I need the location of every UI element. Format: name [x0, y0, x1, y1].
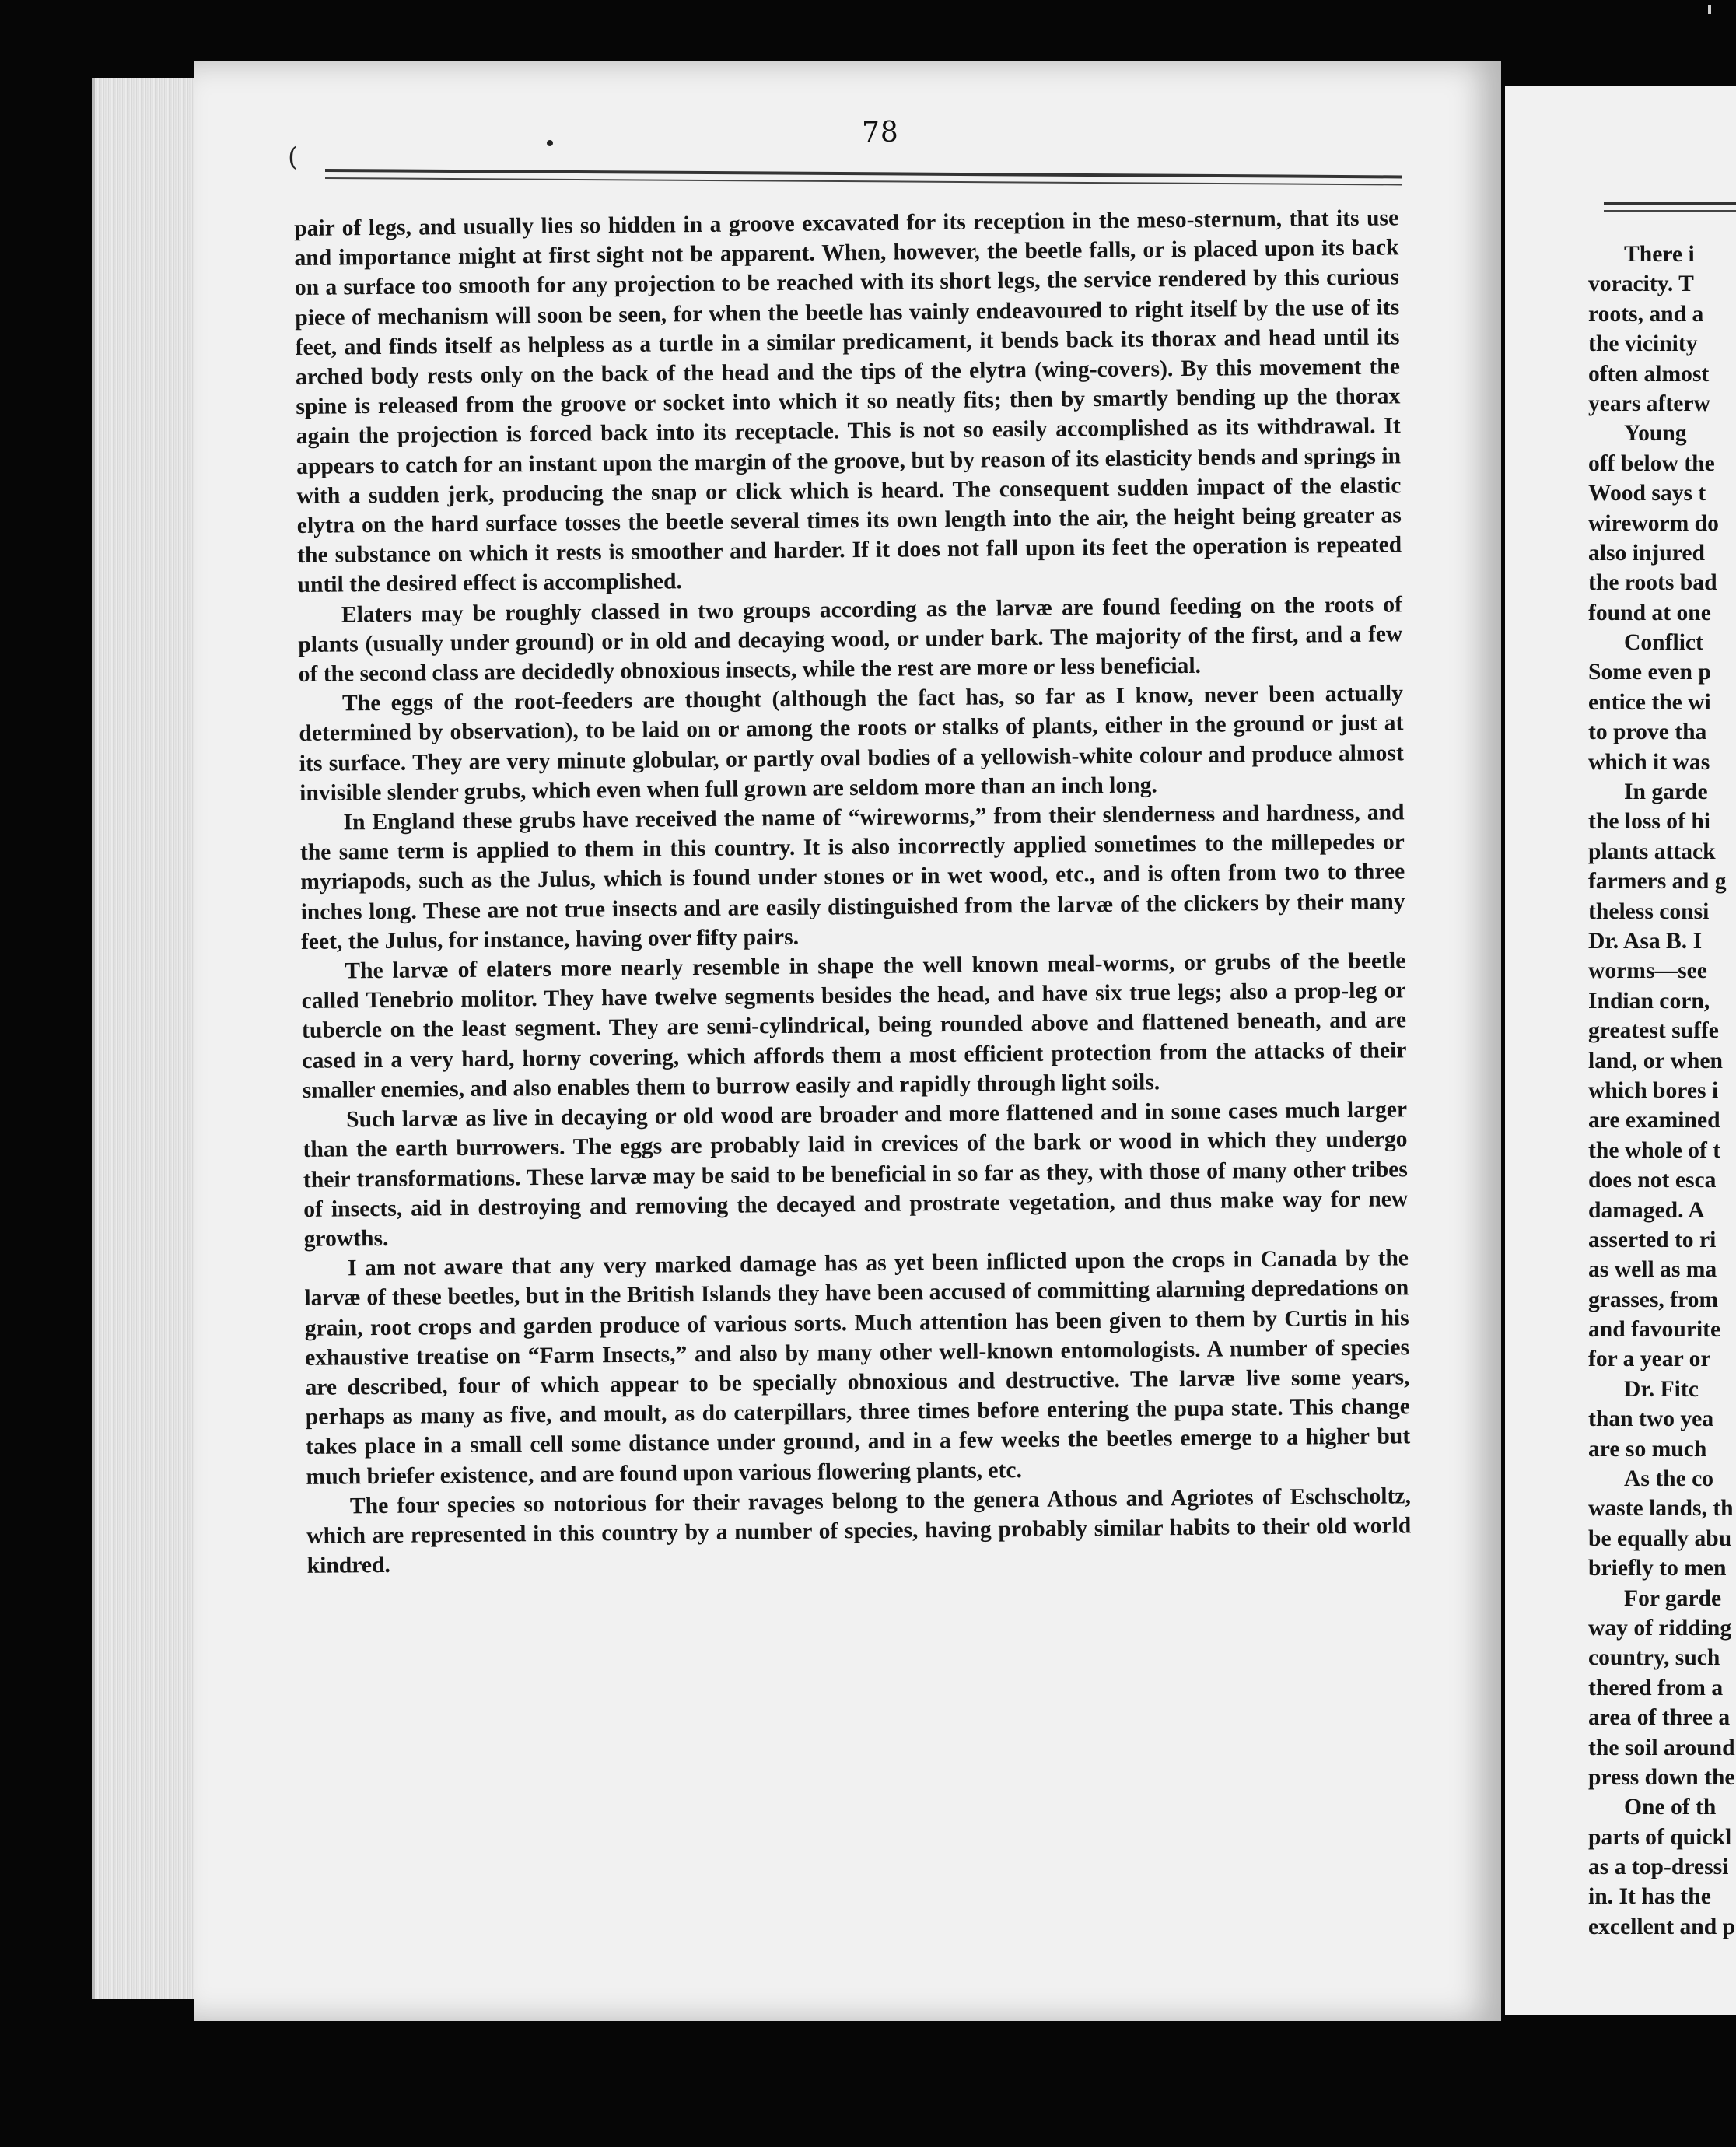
right-header-rule-thin	[1604, 210, 1736, 212]
right-page-line: worms—see	[1588, 958, 1707, 984]
right-page-line: also injured	[1588, 540, 1705, 566]
right-page-line: thered from a	[1588, 1675, 1724, 1700]
right-page-line: One of th	[1624, 1795, 1717, 1820]
right-page-line: the whole of t	[1588, 1137, 1721, 1163]
right-page-line: does not esca	[1588, 1168, 1717, 1193]
right-page-line: the loss of hi	[1588, 809, 1711, 835]
page-number: 78	[862, 117, 899, 149]
right-page-text	[1588, 240, 1736, 1942]
right-page-line: damaged. A	[1588, 1197, 1705, 1223]
right-page-line: the vicinity	[1588, 331, 1698, 357]
right-page-line: are so much	[1588, 1436, 1707, 1462]
paragraph-8: The four species so notorious for their ravages belong to the genera Athous and Agriotes of Eschscholtz, which are represented in this country by a number of species, having probably similar habits to their old world kindred.	[306, 1483, 1412, 1579]
right-page-line: Dr. Fitc	[1624, 1376, 1699, 1402]
right-page-line: excellent and p	[1588, 1914, 1736, 1939]
right-page-line: off below the	[1588, 450, 1715, 476]
right-page-line: plants attack	[1588, 839, 1716, 864]
right-page-line: Wood says t	[1588, 481, 1706, 506]
right-page-line: roots, and a	[1588, 301, 1704, 327]
right-page-line: years afterw	[1588, 391, 1710, 416]
paragraph-4: In England these grubs have received the name of “wireworms,” from their slenderness and hardness, and the same term is applied to them in this country. It is also incorrectly applied sometimes to the millepedes or myriapods, such as the Julus, which is found under stones or in wet wood, etc., and is often from two to three inches long. These are not true insects and are easily distinguished from the larvæ of the clickers by their many feet, the Julus, for instance, having over fifty pairs.	[299, 800, 1405, 954]
right-page-line: the soil around	[1588, 1735, 1735, 1760]
right-page-line: Conflict	[1624, 630, 1703, 656]
right-page-line: be equally abu	[1588, 1525, 1732, 1551]
right-page-line: country, such	[1588, 1645, 1720, 1671]
right-page-line: There i	[1624, 242, 1695, 267]
right-page-line: Indian corn,	[1588, 988, 1710, 1014]
right-page-line: parts of quickl	[1588, 1824, 1732, 1850]
right-page-line: as well as ma	[1588, 1257, 1717, 1283]
right-page-line: which bores i	[1588, 1077, 1719, 1103]
right-page-line: and favourite	[1588, 1317, 1721, 1343]
right-page-line: the roots bad	[1588, 570, 1717, 596]
margin-mark: (	[288, 142, 299, 173]
right-page-line: entice the wi	[1588, 689, 1711, 715]
right-page-line: briefly to men	[1588, 1556, 1727, 1581]
right-page-line: than two yea	[1588, 1406, 1714, 1432]
right-page-line: farmers and g	[1588, 869, 1727, 895]
right-page-line: In garde	[1624, 779, 1708, 805]
right-page-line: are examined	[1588, 1108, 1720, 1133]
right-page-line: way of ridding	[1588, 1615, 1732, 1641]
right-page-line: For garde	[1624, 1585, 1722, 1611]
right-page-line: as a top-dressi	[1588, 1855, 1729, 1880]
right-page-line: for a year or	[1588, 1347, 1711, 1372]
right-page-line: asserted to ri	[1588, 1227, 1717, 1252]
right-page-line: As the co	[1624, 1466, 1714, 1492]
right-page-line: grasses, from	[1588, 1287, 1719, 1312]
right-page-line: voracity. T	[1588, 271, 1694, 297]
right-page-line: waste lands, th	[1588, 1496, 1734, 1522]
paragraph-5: The larvæ of elaters more nearly resemble in shape the well known meal-worms, or grubs of the beetle called Tenebrio molitor. They have twelve segments besides the head, and have six true legs; also a prop-leg or tubercle on the least segment. They are semi-cylindrical, being rounded above and flattened beneath, and are cased in a very hard, horny covering, which affords them a most efficient protection from the attacks of their smaller enemies, and also enables them to burrow easily and rapidly through light soils.	[301, 948, 1407, 1103]
right-page-line: theless consi	[1588, 898, 1710, 924]
right-page-line: which it was	[1588, 749, 1710, 775]
right-page-line: Dr. Asa B. I	[1588, 928, 1703, 954]
paragraph-6: Such larvæ as live in decaying or old wood are broader and more flattened and in some cases much larger than the earth burrowers. The eggs are probably laid in crevices of the bark or wood in which they undergo their transformations. These larvæ may be said to be beneficial in so far as they, with those of many other tribes of insects, aid in destroying and removing the decayed and prostrate vegetation, and thus make way for new growths.	[303, 1097, 1409, 1252]
right-page-line: in. It has the	[1588, 1884, 1711, 1910]
body-text	[294, 203, 1412, 1581]
right-page-line: to prove tha	[1588, 720, 1707, 745]
scan-artifact	[1708, 5, 1711, 14]
right-page-line: Some even p	[1588, 660, 1711, 685]
paragraph-3: The eggs of the root-feeders are thought (although the fact has, so far as I know, never been actually determined by observation), to be laid on or among the roots or stalks of plants, either in the ground or just at its surface. They are very minute globular, or partly oval bodies of a yellowish-white colour and produce almost invisible slender grubs, which even when full grown are seldom more than an inch long.	[299, 681, 1404, 806]
paragraph-2: Elaters may be roughly classed in two groups according as the larvæ are found feeding on the roots of plants (usually under ground) or in old and decaying wood, or under bark. The majority of the first, and a few of the second class are decidedly obnoxious insects, while the rest are more or less beneficial.	[298, 591, 1403, 688]
right-header-rule-thick	[1604, 202, 1736, 205]
right-page-line: found at one	[1588, 600, 1711, 625]
right-page-line: press down the	[1588, 1764, 1735, 1790]
paragraph-7: I am not aware that any very marked damage has as yet been inflicted upon the crops in Canada by the larvæ of these beetles, but in the British Islands they have been accused of committing alarming depredations on grain, root crops and garden produce of various sorts. Much attention has been given to them by Curtis in his exhaustive treatise on “Farm Insects,” and also by many other well-known entomologists. A number of species are described, four of which appear to be specially obnoxious and destructive. The larvæ live some years, perhaps as many as five, and moult, as do caterpillars, three times before entering the pupa state. This change takes place in a small cell some distance under ground, and in a few weeks the beetles emerge to a higher but much briefer existence, and are found upon various flowering plants, etc.	[304, 1245, 1411, 1490]
book-page-edges	[92, 78, 212, 1999]
margin-dot	[547, 140, 553, 146]
right-page-line: often almost	[1588, 361, 1710, 387]
right-page-line: wireworm do	[1588, 510, 1719, 536]
right-page-line: Young	[1624, 421, 1687, 447]
paragraph-1: pair of legs, and usually lies so hidden in a groove excavated for its reception in the meso-sternum, that its use and importance might at first sight not be apparent. When, however, the beetle falls, or is placed upon its back on a surface too smooth for any projection to be reached with its short legs, the service rendered by this curious piece of mechanism will soon be seen, for when the beetle has vainly endeavoured to right itself by the use of its feet, and finds itself as helpless as a turtle in a similar predicament, it bends back its thorax and head until its arched body rests only on the back of the head and the tips of the elytra (wing-covers). By this movement the spine is released from the groove or socket into which it so neatly fits; then by smartly bending up the thorax again the projection is forced back into its receptacle. This is not so easily accomplished as its withdrawal. It appears to catch for an instant upon the margin of the groove, but by reason of its elasticity bends and springs in with a sudden jerk, producing the snap or click which is heard. The consequent sudden impact of the elastic elytra on the hard surface tosses the beetle several times its own length into the air, the height being greater as the substance on which it rests is smoother and harder. If it does not fall upon its feet the operation is repeated until the desired effect is accomplished.	[294, 205, 1402, 598]
right-page-line: area of three a	[1588, 1705, 1731, 1731]
right-page-line: land, or when	[1588, 1048, 1723, 1074]
right-page-line: greatest suffe	[1588, 1018, 1719, 1044]
